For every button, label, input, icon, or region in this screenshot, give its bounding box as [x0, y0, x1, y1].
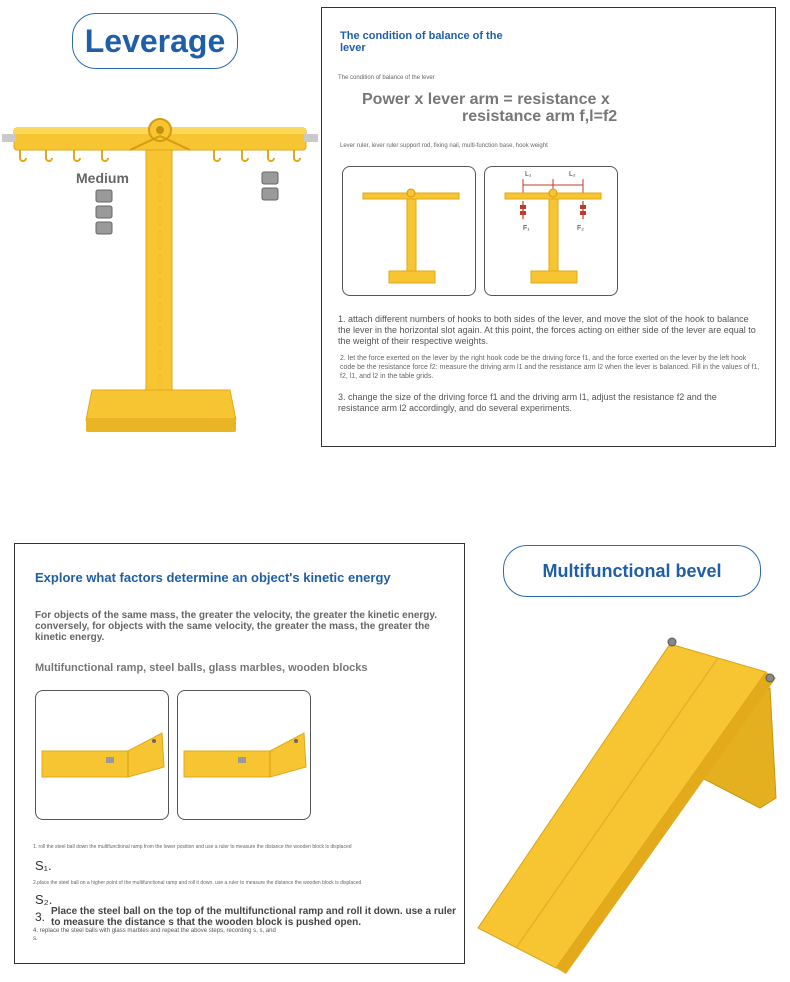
lever-step2: 2. let the force exerted on the lever by the right hook code be the driving force f1, and the force exerted on the lever by the left hook code be the resistance force f2: measure the driving arm l1 and the resistance arm l2 when the lever is balanced. Fill in the values of f1, f2, l1, and l2 in the table grids.: [340, 355, 760, 380]
kinetic-step2: 2.place the steel ball on a higher point of the multifunctional ramp and roll it down. use a ruler to measure the distance the wooden block is displaced: [33, 880, 362, 886]
ramp-diagram-low-svg: [36, 691, 169, 820]
medium-label: Medium: [76, 170, 129, 186]
lever-diagram-plain: [342, 166, 476, 296]
label-f2: F₂: [577, 225, 584, 232]
multifunctional-bevel-label: [503, 545, 761, 597]
kinetic-step4: 4. replace the steel balls with glass marbles and repeat the above steps, recording s, s, and: [33, 928, 276, 934]
kinetic-materials: Multifunctional ramp, steel balls, glass marbles, wooden blocks: [35, 662, 368, 674]
lever-materials: Lever ruler, lever ruler support rod, fixing nail, multi-function base, hook weight: [340, 143, 548, 149]
kinetic-step1: 1. roll the steel ball down the multifunctional ramp from the lower position and use a ruler to measure the distance the wooden block is displaced: [33, 844, 352, 850]
kinetic-energy-card: [14, 543, 465, 964]
kinetic-card-title: Explore what factors determine an object's kinetic energy: [35, 570, 391, 585]
lever-step3: 3. change the size of the driving force f1 and the driving arm l1, adjust the resistance f2 and the resistance arm l2 accordingly, and do several experiments.: [338, 392, 717, 413]
kinetic-step4-continued: s.: [33, 936, 38, 942]
label-f1: F₁: [523, 225, 530, 232]
ramp-diagram-high-svg: [178, 691, 311, 820]
bevel-photo: [470, 628, 780, 978]
kinetic-intro: For objects of the same mass, the greater the velocity, the greater the kinetic energy. conversely, for objects with the same velocity, the greater the mass, the greater the kinetic energy.: [35, 610, 437, 643]
formula-line2: resistance arm f,l=f2: [462, 108, 618, 125]
kinetic-s2: S₂.: [35, 892, 53, 907]
kinetic-step3: Place the steel ball on the top of the multifunctional ramp and roll it down. use a ruler to measure the distance s that the wooden block is pushed open.: [51, 906, 457, 928]
lever-step1: 1. attach different numbers of hooks to both sides of the lever, and move the slot of the hook to balance the lever in the horizontal slot again. At this point, the forces acting on either side of the lever are equal to the weight of their respective weights.: [338, 314, 756, 346]
kinetic-step3-number: 3.: [35, 910, 46, 924]
leverage-label-text: Leverage: [84, 22, 226, 59]
lever-balance-card: [321, 7, 776, 447]
label-l2: L₂: [569, 171, 576, 178]
lever-diagram-plain-svg: [343, 167, 476, 296]
label-l1: L₁: [525, 171, 532, 178]
multifunctional-bevel-label-text: Multifunctional bevel: [542, 560, 722, 581]
lever-illustration: [0, 110, 320, 440]
leverage-label: [72, 13, 238, 69]
lever-photo: [0, 110, 320, 440]
formula-line1: Power x lever arm = resistance x: [362, 91, 610, 108]
lever-card-title: The condition of balance of the lever: [340, 30, 503, 54]
ramp-diagram-low: [35, 690, 169, 820]
ramp-diagram-high: [177, 690, 311, 820]
lever-diagram-forces-svg: [485, 167, 618, 296]
bevel-illustration: [470, 628, 780, 978]
kinetic-s1: S₁.: [35, 858, 52, 873]
lever-diagram-forces: [484, 166, 618, 296]
lever-card-subtitle: The condition of balance of the lever: [338, 75, 435, 81]
